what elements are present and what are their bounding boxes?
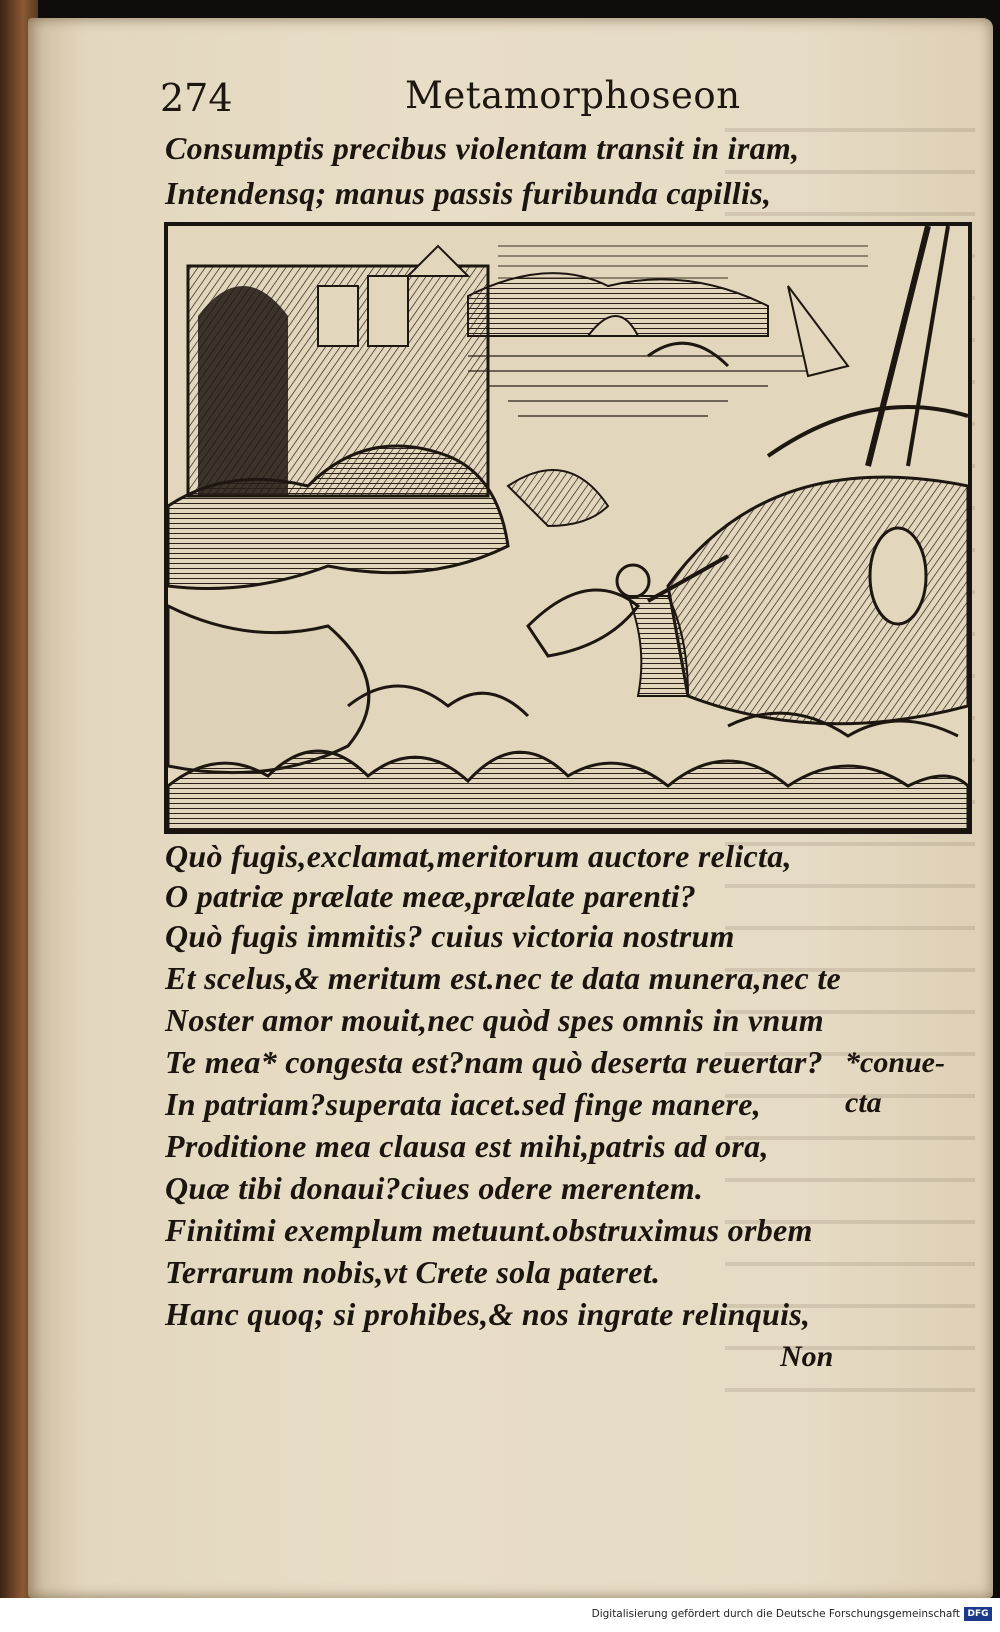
verse-line: Proditione mea clausa est mihi,patris ad ora, bbox=[165, 1128, 769, 1164]
page-number: 274 bbox=[160, 76, 233, 120]
marginal-note: cta bbox=[845, 1086, 882, 1119]
verse-line: Intendensq; manus passis furibunda capillis, bbox=[165, 175, 772, 211]
verse-line: Et scelus,& meritum est.nec te data munera,nec te bbox=[165, 960, 842, 996]
funding-credit: Digitalisierung gefördert durch die Deutsche Forschungsgemeinschaft bbox=[591, 1608, 960, 1620]
woodcut-illustration bbox=[164, 222, 972, 834]
verse-line: Consumptis precibus violentam transit in iram, bbox=[165, 130, 800, 166]
verse-line: O patriæ prælate meæ,prælate parenti? bbox=[165, 878, 697, 914]
verse-line: Quò fugis,exclamat,meritorum auctore relicta, bbox=[165, 838, 792, 874]
verse-line: In patriam?superata iacet.sed finge manere, bbox=[165, 1086, 762, 1122]
verse-line: Terrarum nobis,vt Crete sola pateret. bbox=[165, 1254, 661, 1290]
verse-line: Finitimi exemplum metuunt.obstruximus orbem bbox=[165, 1212, 813, 1248]
dfg-logo: DFG bbox=[964, 1607, 992, 1621]
woodcut-scene-svg bbox=[168, 226, 968, 830]
catchword: Non bbox=[780, 1340, 834, 1373]
verse-line: Hanc quoq; si prohibes,& nos ingrate relinquis, bbox=[165, 1296, 811, 1332]
verse-line: Quò fugis immitis? cuius victoria nostrum bbox=[165, 918, 735, 954]
running-head: Metamorphoseon bbox=[405, 74, 741, 117]
verse-line: Te mea* congesta est?nam quò deserta reuertar? bbox=[165, 1044, 823, 1080]
marginal-note: *conue- bbox=[845, 1046, 945, 1079]
verse-line: Noster amor mouit,nec quòd spes omnis in vnum bbox=[165, 1002, 824, 1038]
digitization-footer bbox=[0, 1598, 1000, 1632]
verse-line: Quæ tibi donaui?ciues odere merentem. bbox=[165, 1170, 704, 1206]
